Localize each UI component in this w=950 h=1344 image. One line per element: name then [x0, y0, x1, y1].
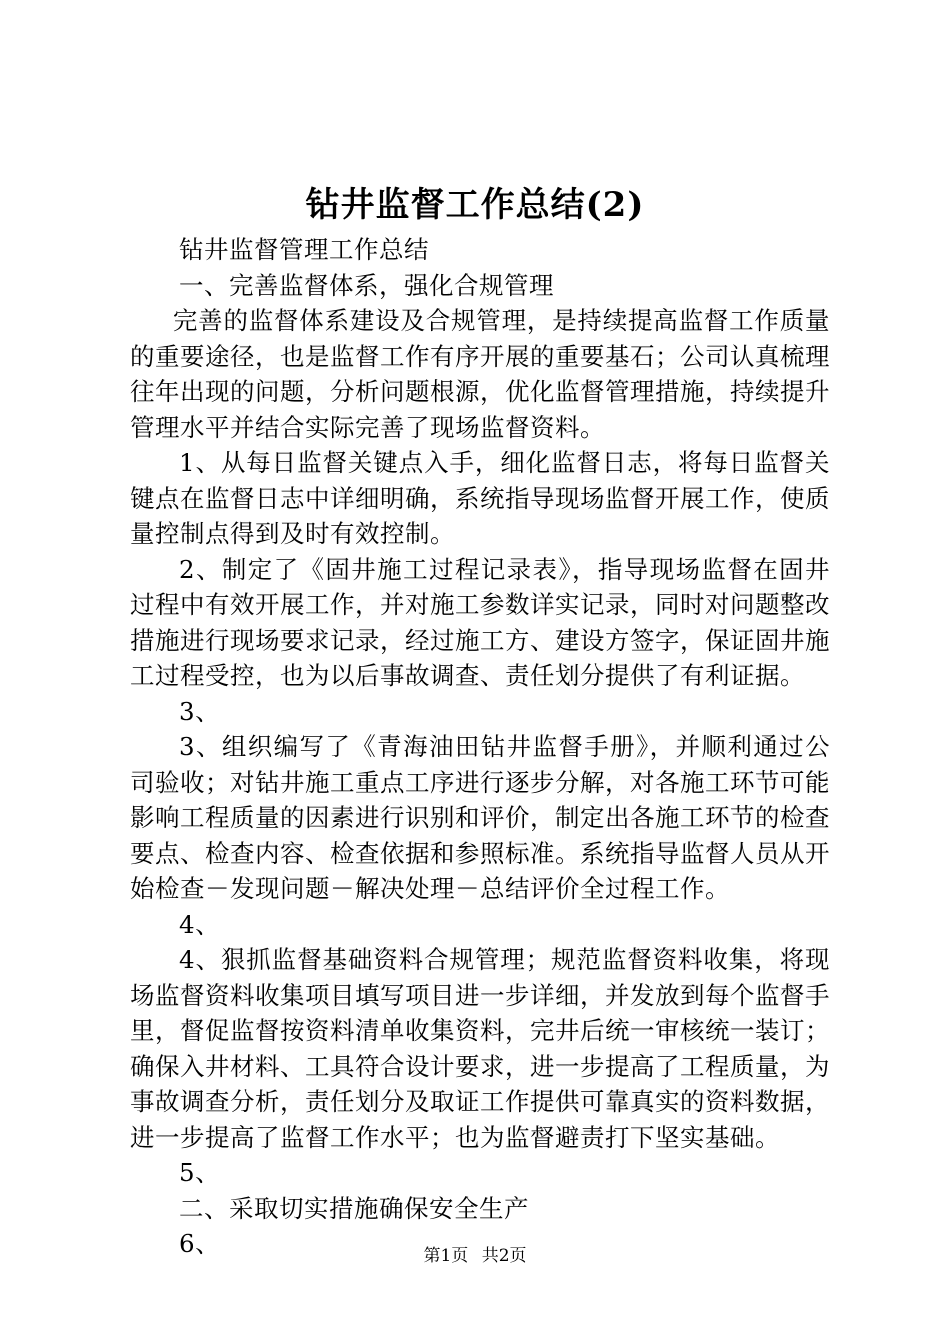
- paragraph-item-1: 1、从每日监督关键点入手，细化监督日志，将每日监督关键点在监督日志中详细明确，系统指导现场监督开展工作，使质量控制点得到及时有效控制。: [130, 448, 830, 548]
- page-number: 第1页: [423, 1246, 469, 1266]
- document-body: [130, 232, 830, 1262]
- page-footer: [0, 1244, 950, 1268]
- paragraph-intro: 完善的监督体系建设及合规管理，是持续提高监督工作质量的重要途径，也是监督工作有序开展的重要基石；公司认真梳理往年出现的问题，分析问题根源，优化监督管理措施，持续提升管理水平并结合实际完善了现场监督资料。: [130, 306, 830, 442]
- paragraph-number-3: 3、: [179, 696, 221, 726]
- paragraph-section-heading-2: 二、采取切实措施确保安全生产: [179, 1193, 529, 1223]
- paragraph-number-5: 5、: [179, 1158, 221, 1187]
- paragraph-item-2: 2、制定了《固井施工过程记录表》，指导现场监督在固井过程中有效开展工作，并对施工参数详实记录，同时对问题整改措施进行现场要求记录，经过施工方、建设方签字，保证固井施工过程受控，也为以后事故调查、责任划分提供了有利证据。: [130, 554, 830, 690]
- document-title: 钻井监督工作总结(2): [305, 185, 645, 225]
- paragraph-subtitle: 钻井监督管理工作总结: [179, 235, 429, 264]
- paragraph-section-heading-1: 一、完善监督体系，强化合规管理: [179, 270, 554, 300]
- paragraph-number-4: 4、: [179, 909, 221, 939]
- page-total: 共2页: [481, 1246, 527, 1266]
- paragraph-item-4: 4、狠抓监督基础资料合规管理；规范监督资料收集，将现场监督资料收集项目填写项目进一步详细，并发放到每个监督手里，督促监督按资料清单收集资料，完井后统一审核统一装订；确保入井材料、工具符合设计要求，进一步提高了工程质量，为事故调查分析，责任划分及取证工作提供可靠真实的资料数据，进一步提高了监督工作水平；也为监督避责打下坚实基础。: [130, 945, 830, 1152]
- paragraph-item-3: 3、组织编写了《青海油田钻井监督手册》，并顺利通过公司验收；对钻井施工重点工序进行逐步分解，对各施工环节可能影响工程质量的因素进行识别和评价，制定出各施工环节的检查要点、检查内容、检查依据和参照标准。系统指导监督人员从开始检查－发现问题－解决处理－总结评价全过程工作。: [130, 732, 830, 903]
- paragraph-number-6: 6、: [179, 1229, 221, 1258]
